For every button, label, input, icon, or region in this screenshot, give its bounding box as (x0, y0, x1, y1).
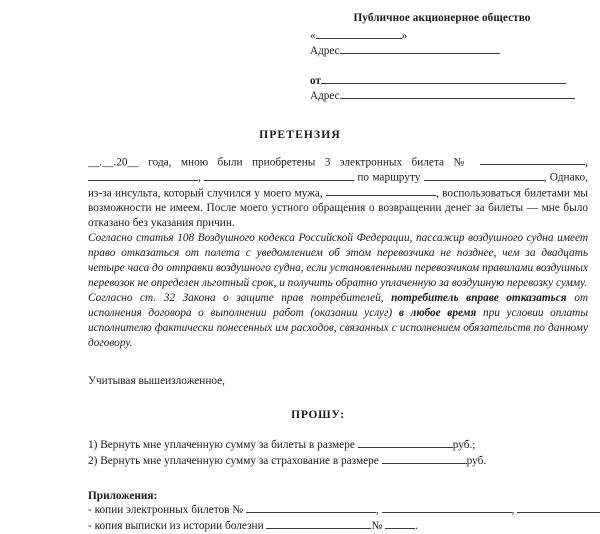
attachment-1-blank-c[interactable] (517, 503, 600, 513)
addressee-address-blank[interactable] (340, 44, 500, 55)
consumer-law-emphasis-1: потребитель вправе отказаться (391, 292, 567, 304)
page-title: ПРЕТЕНЗИЯ (259, 128, 341, 142)
addressee-organization: Публичное акционерное общество (353, 12, 531, 24)
attachment-1-sep-2: , (511, 503, 515, 516)
quote-open: « (310, 29, 316, 42)
request-list (88, 437, 588, 470)
illness-detail-blank[interactable] (326, 186, 436, 196)
document-body (0, 155, 600, 534)
claim-date: __.__.20__ (88, 156, 139, 169)
applicant-address-label: Адрес (310, 90, 340, 103)
considering-statement: Учитывая вышеизложенное, (88, 375, 226, 388)
request-1-amount-blank[interactable] (358, 438, 453, 448)
applicant-from-row (310, 73, 588, 87)
addressee-name-row (310, 28, 588, 42)
attachment-2-number-label: № (371, 519, 383, 532)
attachment-1-blank-b[interactable] (382, 503, 512, 513)
ticket-number-blank-2[interactable] (88, 170, 198, 180)
paragraph-purchase-text-c: , воспользоваться билетами мы возможности не имеем. После моего устного обращения о возвращении денег за билеты — мне было отказано без указания причин. (88, 186, 588, 229)
p1-sep-b: , (198, 171, 201, 184)
request-1-unit: руб.; (452, 439, 476, 452)
paragraph-consumer-law (88, 291, 588, 351)
route-blank[interactable] (424, 170, 544, 180)
request-2-text: Вернуть мне уплаченную сумму за страхование в размере (100, 455, 379, 468)
paragraph-purchase-text-a: года, мною были приобретены 3 электронных билета № (148, 156, 471, 169)
addressee-name-blank[interactable] (316, 28, 402, 39)
attachment-1-blank-a[interactable] (246, 503, 376, 513)
request-item-2 (88, 453, 588, 469)
header-spacer (310, 59, 588, 73)
attachments-title: Приложения: (88, 489, 158, 502)
request-item-1 (88, 437, 588, 453)
consumer-law-text-c: при условии оплаты исполнителю фактически понесенных им расходов, связанных с исполнением обязательств по данному договору. (88, 307, 588, 350)
request-1-text: Вернуть мне уплаченную сумму за билеты в размере (100, 439, 355, 452)
applicant-name-blank[interactable] (321, 73, 566, 84)
request-2-number: 2) (88, 455, 98, 468)
applicant-address-blank[interactable] (340, 89, 575, 100)
request-2-amount-blank[interactable] (382, 454, 467, 464)
attachment-1-sep-1: , (375, 503, 379, 516)
applicant-address-row (310, 89, 588, 103)
document-header (0, 0, 600, 102)
ticket-number-blank-1[interactable] (480, 155, 585, 165)
quote-close: » (401, 29, 408, 42)
attachment-2-blank-b[interactable] (385, 519, 415, 529)
request-1-number: 1) (88, 439, 98, 452)
ticket-number-blank-3[interactable] (204, 170, 354, 180)
attachment-2-blank-a[interactable] (266, 519, 371, 529)
from-label: от (310, 74, 321, 87)
attachment-item-1 (88, 502, 588, 518)
p1-sep-a: , (585, 156, 588, 169)
paragraph-air-code: Согласно статья 108 Воздушного кодекса Российской Федерации, пассажир воздушного судна имеет право отказаться от полета с уведомлением об этом перевозчика не позднее, чем за двадцать четыре часа до отправки воздушного судна, если установленными перевозчиком правилами воздушных перевозок не определен льготный срок, и получить обратно уплаченную за воздушную перевозку сумму. (88, 231, 588, 289)
request-heading: ПРОШУ: (291, 409, 345, 422)
request-2-unit: руб. (466, 455, 487, 468)
consumer-law-text-b: от исполнения договора о выполнении работ (оказании услуг) (88, 292, 589, 320)
attachment-1-label: - копии электронных билетов № (88, 503, 244, 516)
consumer-law-text-a: Согласно ст. 32 Закона о защите прав потребителей, (88, 292, 384, 304)
attachment-2-label: - копия выписки из истории болезни (88, 519, 264, 532)
addressee-address-row (310, 44, 588, 58)
attachment-2-suffix: . (415, 519, 418, 532)
paragraph-purchase-text-b: , Однако, из-за инсульта, который случился у моего мужа, (88, 171, 588, 199)
paragraph-purchase (88, 155, 588, 231)
addressee-address-label: Адрес (310, 45, 340, 58)
route-label: по маршруту (357, 171, 421, 184)
consumer-law-emphasis-2: в любое время (398, 307, 477, 320)
